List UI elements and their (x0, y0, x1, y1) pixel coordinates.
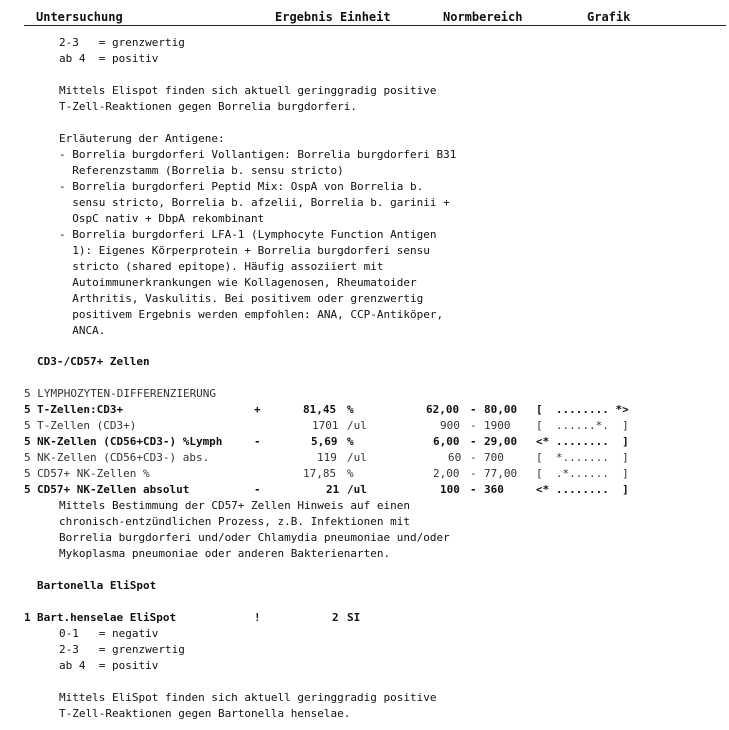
column-header-grafik: Grafik (587, 10, 631, 24)
result-row-nk-abs: 5 NK-Zellen (CD56+CD3-) abs. 119 /ul 60 - 700 [ *....... ] (24, 451, 629, 464)
result-graph: [ ........ *> (536, 403, 629, 416)
result-row-cd57-nk-pct: 5 CD57+ NK-Zellen % 17,85 % 2,00 - 77,00 [ .*...... ] (24, 467, 629, 480)
result-row-cd57-nk-abs: 5 CD57+ NK-Zellen absolut - 21 /ul 100 - 360 <* ........ ] (24, 483, 629, 496)
result-row-tzellen-cd3-abs: 5 T-Zellen (CD3+) 1701 /ul 900 - 1900 [ ......*. ] (24, 419, 629, 432)
result-graph: <* ........ ] (536, 435, 629, 448)
result-row-bart-henselae: 1 Bart.henselae EliSpot ! 2 SI (24, 611, 361, 624)
lab-report-page: Untersuchung Ergebnis Einheit Normbereich Grafik 2-3 = grenzwertig ab 4 = positiv Mittels Elispot finden sich aktuell geringgradig positive T-Zell-Reaktionen gegen Borrelia burgdorferi. Erläuterung der Antigene: - Borrelia burgdorferi Vollantigen: Borrelia burgdorferi B31 Referenzstamm (Borrelia b. sensu stricto) - Borrelia burgdorferi Peptid Mix: OspA von Borrelia b. sensu stricto, Borrelia b. afzelii, Borrelia b. garinii + OspC nativ + DbpA rekombinant - Borrelia burgdorferi LFA-1 (Lymphocyte Function Antigen 1): Eigenes Körperprotein + Borrelia burgdorferi sensu stricto (shared epitope). Häufig assoziiert mit Autoimmunerkrankungen wie Kollagenosen, Rheumatoider Arthritis, Vaskulitis. Bei positivem oder grenzwertig positivem Ergebnis werden empfohlen: ANA, CCP-Antiköper, ANCA. CD3-/CD57+ Zellen 5 LYMPHOZYTEN-DIFFERENZIERUNG 5 T-Zellen:CD3+ + 81,45 % 62,00 - 80,00 [ ........ *> 5 T-Zellen (CD3+) 1701 /ul 900 - 1900 [ ......*. ] 5 NK-Zellen (CD56+CD3-) %Lymph - 5,69 % 6,00 - 29,00 <* ........ ] 5 NK-Zellen (CD56+CD3-) abs. 119 /ul 60 - 700 [ *....... ] 5 CD57+ NK-Zellen % 17,85 % 2,00 - 77,00 [ .*...... ] 5 CD57+ NK-Zellen absolut - 21 /ul 100 - 360 <* ........ ] Mittels Bestimmung der CD57+ Zellen Hinweis auf einen chronisch-entzündlichen Prozess, z.B. Infektionen mit Borrelia burgdorferi und/oder Chlamydia pneumoniae und/oder Mykoplasma pneumoniae oder anderen Bakterienarten. Bartonella EliSpot 1 Bart.henselae EliSpot ! 2 SI 0-1 = negativ 2-3 = grenzwertig ab 4 = positiv Mittels EliSpot finden sich aktuell geringgradig positive T-Zell-Reaktionen gegen Bartonella henselae. (0, 0, 729, 730)
result-graph: [ .*...... ] (536, 467, 629, 480)
result-graph: [ ......*. ] (536, 419, 629, 432)
header-divider (24, 25, 726, 26)
column-header-untersuchung: Untersuchung (36, 10, 123, 24)
result-row-tzellen-cd3-pct: 5 T-Zellen:CD3+ + 81,45 % 62,00 - 80,00 [ ........ *> (24, 403, 629, 416)
column-header-normbereich: Normbereich (443, 10, 523, 24)
result-row-nk-pct: 5 NK-Zellen (CD56+CD3-) %Lymph - 5,69 % 6,00 - 29,00 <* ........ ] (24, 435, 629, 448)
column-header-ergebnis-einheit: Ergebnis Einheit (275, 10, 391, 24)
result-graph: <* ........ ] (536, 483, 629, 496)
result-graph: [ *....... ] (536, 451, 629, 464)
